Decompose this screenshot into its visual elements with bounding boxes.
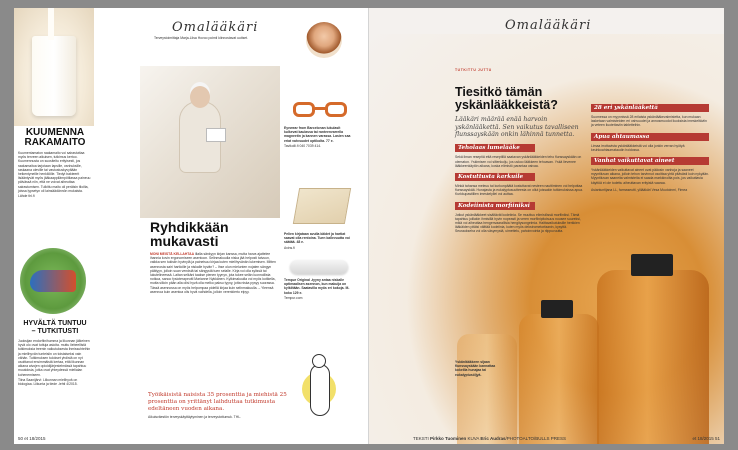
section-6-heading: Vanhat vaikuttavat aineet: [591, 157, 709, 165]
pillow-body: Tempur Original -tyyny antaa niskalle optimaalisen asennon, kun makuija on kylkiltään. Saatavilla myös eri kokoja. M-koko 129 e.: [284, 278, 350, 295]
section-4-body: Suomessa on myynnissä 28 erilaista yskänlääkevalmistetta, kun mukaan lasketaan valmisteiden eri vahvuudet ja annosmuodot liuoksista imeskeltäviin ja veteen liuotettaviin tabletteihin.: [591, 115, 707, 128]
section-2: [455, 173, 583, 197]
shoe-photo: [20, 248, 86, 314]
glasses-photo: [289, 100, 353, 120]
right-section-title: Omalääkäri: [505, 18, 592, 33]
stand-source: Avins.fi: [284, 245, 295, 250]
reader-head: [190, 86, 210, 108]
milk-title-1: KUUMENNA: [25, 127, 85, 138]
quote-text: Työikäisistä naisista 35 prosenttia ja miehistä 25 prosenttia on yrittänyt laihduttaa tutkimusta edeltäneen vuoden aikana.: [148, 392, 287, 412]
reader-book: [206, 128, 226, 142]
illustration-head: [312, 354, 326, 368]
right-page: [369, 8, 724, 444]
shoe-shape: [30, 270, 76, 292]
milk-source: Lähde thl.fi: [18, 194, 35, 199]
glasses-source: Tavikolli.fi 040 7039 414.: [284, 143, 322, 148]
credits-label-text: TEKSTI: [413, 436, 429, 441]
ryhdikkaan-body: illalla sänkyyn kirjan kanssa, mutta harva ajattelee ihannia kovin ergonomiseen asentoon. Selinmakuulla niska jää helposti taivuun, vaikka sen tukisiin hyvinylä ja paineisuu kirjaa kuten mielihyvänän lukemisen. Mitten asennosta sairi hartioille ja niskalle hyvän? – Ihse olun mielunten nojaten sängyn päätyyn, jolloin suan vendstä tai sängystä tuen selalle. Kirja voi olla sylissä tai lukutelineessä. Laitan selkäni taakse pienen tyynyn, jota tukee selän luonnollista notkoa, sanoo fysioterapeutti Marianne Nykkänen. Kylkimakuulla voi myös kotikella, mutta silloin pään alla olisi hyvä olla melko paksu tyyny, jotta niska pysyy suorassa. Tässä asennossa on myös helpompaa pidellä kirjaa kuin selinmakuulla. – Yleensä asennoa kuin asentoa olis hyvä vaihdella, jolloin verenkierto elpyy.: [150, 252, 276, 294]
pillow-source: Tempur.com: [284, 295, 303, 300]
side-column: [591, 104, 709, 192]
ryhdikkaan-lead: MONI MEISTÄ KELLAHTAA: [150, 252, 195, 256]
milk-title-2: RAKAMAITO: [24, 137, 86, 148]
left-section-subtitle: Terveystoimittaja Marja-Liisa Hovoo poimii kiinnostavat uutiset.: [154, 36, 249, 40]
glasses-lens-right: [325, 102, 347, 117]
section-2-body: Minkä tahansa meleuu tai kurkunpäätä kostuttavat nesteen nauttiminen voi helpottaa flunssayskää. Hunajasta ja eukalyptusuutteesta on ollut joissakin tutkimuksissa apua. Kurkkupastillien imeskelyllei voi auttaa.: [455, 184, 583, 197]
credits-text: Pirkko Tuominen: [430, 436, 467, 441]
credits-tail: /PHOTOALTO/BULLS PRESS: [505, 436, 567, 441]
main-title-1: Tiesitkö tämän: [455, 85, 543, 100]
glasses-lens-left: [293, 102, 315, 117]
glasses-body: Eyewear from Barcelonan lukulasit kulkevat kaulassa tai ranteenvarrella magneetin ja kannen varassa. Lasien saa eriat vahvuudet optikolta. 77 e.: [284, 126, 351, 143]
milk-glass: [32, 36, 76, 116]
tuntuu-body: Juoksijan endorfiinihumma ja likunnan jälkeinen hyvä olo ovat tuttuja asioita. muttu liebeellistä tutkimuksia treenin vaikutuksesta ihmissuhteihin ja mielihyvän tunteisiin on toistaiseksi vain vähän. Tutkimuksen tulokset yhdistä on nyt osoittanut ensimmäistä kertaa, että likunnan aikana aivojen opioidijärjestelmässä tapahtuu muutoksia, jotka ovat yhteydessä mielialan kohenemiseen.: [18, 339, 91, 377]
section-6-body: Yskänlääkkeiden vaikuttavat aineet ovat pääosin vanhoja ja saaneet myyntiluvan aikana, jolloin tehon tarvinnut osoittaa yhtä pitävästi kuin nykyään. Myyntiluvan saaneita valmisteita ei saada markkinoilta pois, jos vaikuttavia käyttöä ei ole todettu aiheuttavan erityistä vaaraa.: [591, 168, 709, 185]
section-3: [455, 202, 583, 234]
illustration-body: [310, 364, 330, 416]
reader-photo: [140, 66, 280, 218]
ryhdikkaan-article: [150, 220, 276, 294]
bottle-big-cap: [631, 254, 673, 276]
section-1-heading: Teholaas lumelääke: [455, 144, 535, 152]
section-4-heading: 28 eri yskänlääkettä: [591, 104, 709, 112]
credits: [413, 436, 566, 441]
section-1-body: Sekä ilman reseptiä että reseptillä saatavan yskänlääkkeiden teho flunssayskään on olematon. Yskimisen voi siltenkulju, jos uskoo lääkkeen tehoavan. Yskä lievenee lääkkeenkäytön aikana, koska elimistö parantaa vaivaa.: [455, 155, 582, 168]
glasses-bridge: [315, 107, 325, 110]
quote-source: Aikuisväestön terveyskäyttäytyminen ja terveystottumuk. THL.: [148, 415, 242, 419]
section-6: [591, 157, 709, 185]
book-stand-photo: [293, 188, 351, 224]
magazine-spread: [14, 8, 724, 444]
section-3-body: Jotkut yskänlääkkeet sisältävät kodeiinia. Se muuttuu elimistössä morfiiniksi. Tämä tapahtuu joillakin ihmisillä hyvin nopeasti ja veren morfiinipitoisuus nousee suureksi, mikä voi aiheuttaa hengenvaarallisia hengitysongelmia. Haittavaikutuksille herkkien lääkäiden pitäisi välttää kodeiinia, kuten myös dekstrometorfaanin, kysyttä. Seuraukseha voi olla väsymystä, uimettelu, pahoinvointa ja riippuvuutta.: [455, 212, 581, 234]
left-section-title: Omalääkäri: [172, 20, 259, 35]
illustration-reader: [296, 354, 348, 434]
pillow-photo: [290, 260, 348, 274]
section-2-heading: Kostuttusta karkuile: [455, 173, 535, 181]
milk-article: [18, 128, 92, 198]
quote-block: [148, 392, 298, 419]
tuntuu-article: [18, 320, 92, 386]
main-intro: Lääkäri määrää enää harvoin yskänlääkettä. Sen vaikutus tavalliseen flunssayskään onkin lähinnä tunnetta.: [455, 116, 579, 139]
author-avatar: [306, 22, 342, 58]
ryhdikkaan-title-2: mukavasti: [150, 233, 219, 249]
milk-photo: [14, 8, 94, 126]
section-5-body: Limaa irrottavista yskänlääkkeistä voi olla jonkin verran hyötyä keuhkoahtaumataudin hoidossa.: [591, 143, 685, 152]
stand-body: Pelien kirjataan avulla käidet ja hartiat saavat olla rentoina. Tuen kallevuutta voi säätää. 48 e.: [284, 232, 350, 245]
pillow-product: [284, 278, 354, 300]
photo-caption: Yskänlääkkeen sijaan flunssayskään kannattaa kokeilla hunajaa tai eukalyptusöljyä.: [455, 360, 496, 377]
milk-pour: [48, 8, 54, 40]
main-title-2: yskänlääkkeistä?: [455, 98, 558, 113]
section-4: [591, 104, 709, 128]
tuntuu-source: Tiina Saanijärvi: Liikunnan mielihyvä on biologiaa. Liikunta ja tiede -lehti 4/2015.: [18, 377, 78, 387]
main-article: [455, 68, 583, 234]
right-page-footer: et 18/2015 51: [692, 436, 720, 441]
stand-product: [284, 232, 354, 250]
left-page-footer: 50 et 18/2015: [18, 436, 46, 441]
ryhdikkaan-title-1: Ryhdikkään: [150, 219, 229, 235]
section-3-heading: Kodeiinista morfiiniksi: [455, 202, 535, 210]
experts: Asiantuntijana LL, farmaseutti, ylilääkäri Vesa Muutoinmi, Fimea: [591, 187, 688, 192]
bottle-mid-cap: [541, 300, 573, 318]
ryhdikkaan-body-wrap: [150, 252, 276, 294]
tuntuu-title-1: HYVÄLTÄ TUNTUU: [23, 320, 87, 327]
bottle-big: [597, 270, 709, 444]
tuntuu-title-2: – TUTKITUSTI: [31, 328, 79, 335]
glasses-product: [284, 126, 354, 148]
credits-label-cover: KUVA: [467, 436, 480, 441]
kicker: TUTKITTU JUTTU: [455, 68, 492, 72]
section-5: [591, 133, 709, 152]
bottle-mid: [519, 314, 599, 444]
bottle-small: [457, 334, 517, 444]
milk-body: Kuumentamaton raakamaito voi sairastuttaa myös terveen aikuisen, tutkimus kertoo. Kuumennusta on suositeltu erityisesti, jos raakamaitoa tarjotaan lapsille, vanhuksille, raskaana oleville tai vastustuskyvyltään heikentyneille henkilöille. Tiedyt bakteerit lisääntyvät myös jääkaappilämpötilassa paineuu päivässä niin, että ne voivat aiheuttaa sairastumisen. Tulkittu maito oli peräisin tiloilta, joissa lypsetyn oli lainsäädännön mukaista.: [18, 151, 91, 193]
section-1: [455, 144, 583, 168]
left-page: [14, 8, 369, 444]
credits-cover: Eric Audras: [480, 436, 506, 441]
section-5-heading: Apua ahtaumassa: [591, 133, 709, 141]
